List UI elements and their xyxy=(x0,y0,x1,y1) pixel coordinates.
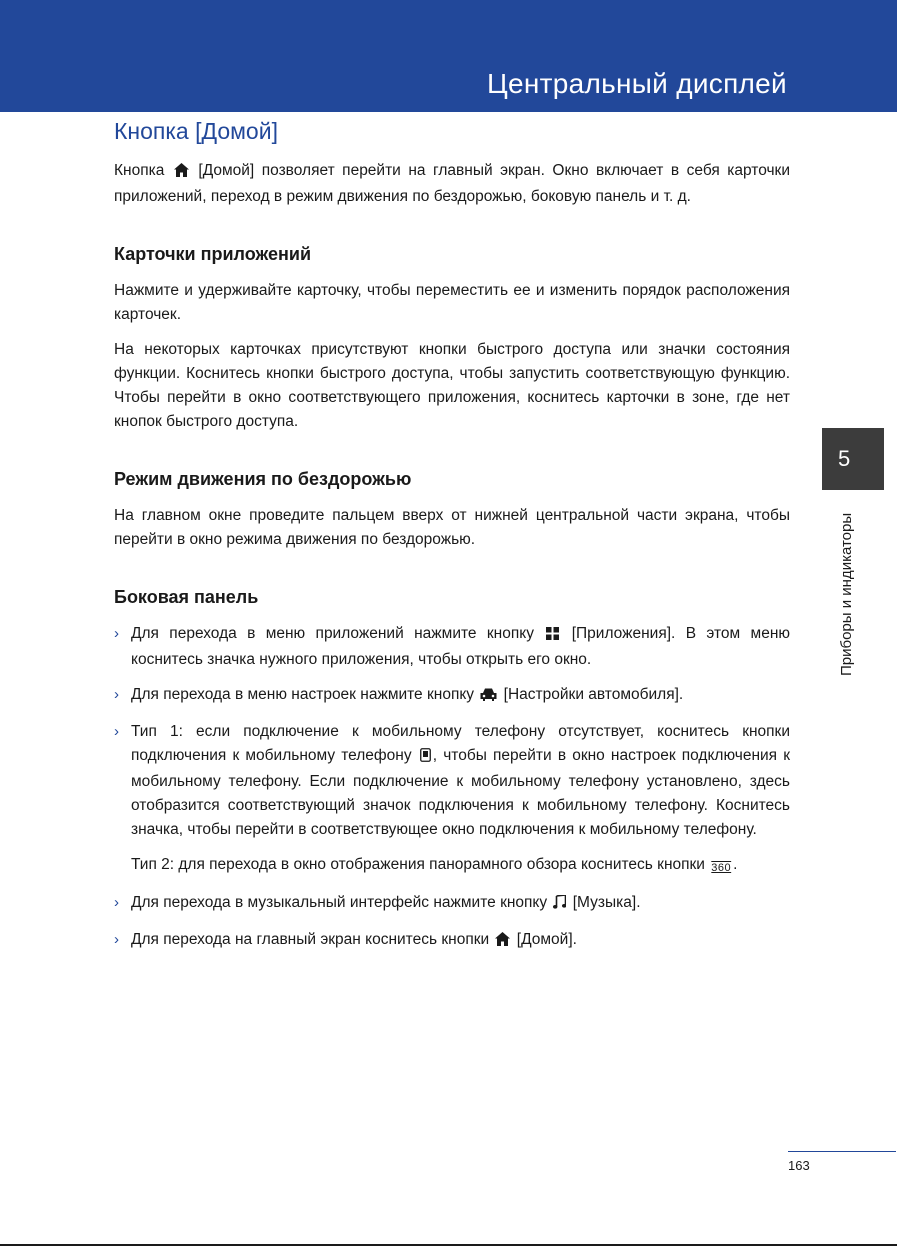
chevron-right-icon: › xyxy=(114,625,119,642)
bottom-rule xyxy=(0,1244,897,1246)
list-item xyxy=(114,928,790,954)
chevron-right-icon: › xyxy=(114,686,119,703)
b4-pre: Для перехода в музыкальный интерфейс нажмите кнопку xyxy=(131,894,548,911)
sidebar-list xyxy=(114,622,790,842)
type2-pre: Тип 2: для перехода в окно отображения панорамного обзора коснитесь кнопки xyxy=(131,856,705,873)
page-number: 163 xyxy=(788,1158,810,1173)
list-item xyxy=(114,683,790,709)
home-icon xyxy=(174,161,189,185)
list-item xyxy=(114,720,790,842)
b2-post: [Настройки автомобиля]. xyxy=(503,686,684,703)
sidebar-list-2 xyxy=(114,891,790,954)
b5-post: [Домой]. xyxy=(516,931,577,948)
phone-connect-icon xyxy=(420,746,431,770)
b1-post: [Приложения]. В этом меню коснитесь значка нужного приложения, чтобы открыть его окно. xyxy=(131,625,791,668)
app-cards-p1: Нажмите и удерживайте карточку, чтобы переместить ее и изменить порядок расположения карточек. xyxy=(114,282,790,323)
footer-divider xyxy=(788,1151,896,1152)
app-cards-p2: На некоторых карточках присутствуют кнопки быстрого доступа или значки состояния функции. Коснитесь кнопки быстрого доступа, чтобы запустить соответствующую функцию. Чтобы перейти в окно соответствующего приложения, коснитесь карточки в зоне, где нет кнопок быстрого доступа. xyxy=(114,341,790,430)
app-cards-heading: Карточки приложений xyxy=(114,244,312,264)
intro-text-pre: Кнопка xyxy=(114,162,165,179)
chevron-right-icon: › xyxy=(114,723,119,740)
page-content xyxy=(114,118,790,965)
section-title: Кнопка [Домой] xyxy=(114,118,278,144)
intro-paragraph xyxy=(114,159,790,209)
b3-pre: Тип 1: если подключение к мобильному телефону отсутствует, коснитесь кнопки подключения к мобильному телефону xyxy=(131,723,790,764)
view-360-icon xyxy=(711,856,731,880)
type2-post: . xyxy=(733,856,738,873)
apps-grid-icon xyxy=(546,624,559,648)
header-title: Центральный дисплей xyxy=(486,68,787,99)
b2-pre: Для перехода в меню настроек нажмите кнопку xyxy=(131,686,475,703)
view-360-label: 360 xyxy=(711,862,732,874)
b3-post: , чтобы перейти в окно настроек подключения к мобильному телефону. Если подключение к мобильному телефону установлено, здесь отобразится соответствующий значок подключения к мобильному телефону. Коснитесь значка, чтобы перейти в соответствующее окно подключения к мобильному телефону. xyxy=(131,747,790,838)
offroad-heading: Режим движения по бездорожью xyxy=(114,469,412,489)
list-item xyxy=(114,622,790,672)
b1-pre: Для перехода в меню приложений нажмите кнопку xyxy=(131,625,534,642)
sidebar-heading: Боковая панель xyxy=(114,587,259,607)
car-settings-icon xyxy=(480,685,497,709)
chapter-label: Приборы и индикаторы xyxy=(838,512,855,676)
intro-text-post: [Домой] позволяет перейти на главный экран. Окно включает в себя карточки приложений, переход в режим движения по бездорожью, боковую панель и т. д. xyxy=(114,162,790,205)
music-note-icon xyxy=(553,893,566,917)
chevron-right-icon: › xyxy=(114,894,119,911)
page-header xyxy=(0,0,897,112)
offroad-p1: На главном окне проведите пальцем вверх от нижней центральной части экрана, чтобы перейти в окно режима движения по бездорожью. xyxy=(114,507,790,548)
chevron-right-icon: › xyxy=(114,931,119,948)
chapter-number: 5 xyxy=(838,446,851,471)
home-icon xyxy=(495,930,510,954)
chapter-tab xyxy=(822,428,884,490)
list-item xyxy=(114,891,790,917)
b4-post: [Музыка]. xyxy=(572,894,641,911)
type2-paragraph xyxy=(114,853,790,880)
b5-pre: Для перехода на главный экран коснитесь кнопки xyxy=(131,931,490,948)
